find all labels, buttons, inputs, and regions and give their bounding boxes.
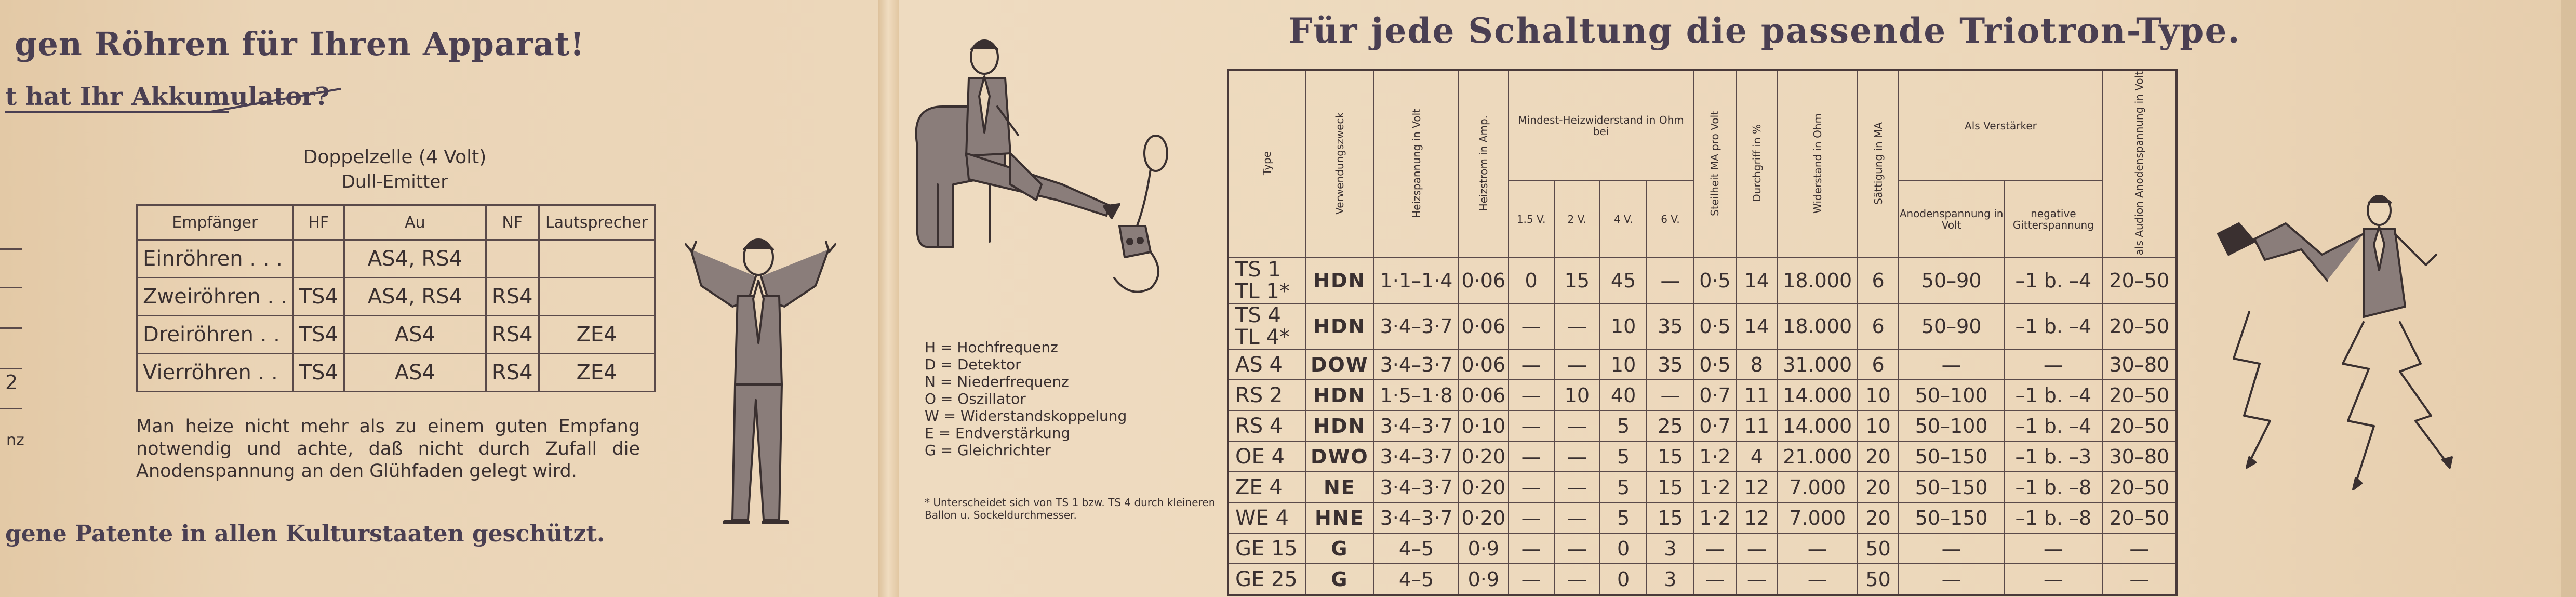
- type-cell: TS 4 TL 4*: [1228, 303, 1305, 349]
- saturation-cell: 20: [1858, 472, 1899, 502]
- col-header-saturation: Sättigung in MA: [1858, 70, 1899, 258]
- audion-cell: 20–50: [2103, 303, 2177, 349]
- anode-voltage-cell: —: [1899, 349, 2004, 380]
- saturation-cell: 50: [1858, 533, 1899, 564]
- anode-voltage-cell: 50–90: [1899, 258, 2004, 303]
- res-6v-cell: 35: [1647, 349, 1693, 380]
- res-4v-cell: 5: [1600, 472, 1647, 502]
- col-header-6v: 6 V.: [1647, 181, 1693, 258]
- anode-voltage-cell: —: [1899, 533, 2004, 564]
- grid-voltage-cell: –1 b. –8: [2004, 502, 2103, 533]
- slope-cell: 0·5: [1694, 349, 1737, 380]
- res-1-5v-cell: —: [1509, 349, 1554, 380]
- res-2v-cell: —: [1554, 564, 1600, 595]
- page-fold: [878, 0, 899, 597]
- table-row: [1228, 258, 2177, 303]
- slope-cell: 0·7: [1694, 410, 1737, 441]
- col-header-heating-current: Heizstrom in Amp.: [1459, 70, 1508, 258]
- table-header-row: [1228, 70, 2177, 181]
- heating-warning: Man heize nicht mehr als zu einem guten Empfang notwendig und achte, daß nicht durch Zufall die Anodenspannung an den Glühfaden gelegt wird.: [136, 416, 640, 482]
- edge-digit: 2: [5, 371, 18, 394]
- audion-cell: 20–50: [2103, 380, 2177, 410]
- hf-cell: TS4: [293, 278, 344, 316]
- res-6v-cell: 15: [1647, 502, 1693, 533]
- edge-table-line: [0, 368, 22, 369]
- nf-cell: [486, 240, 539, 278]
- legend-item: G = Gleichrichter: [925, 442, 1051, 459]
- col-header-receiver: Empfänger: [137, 205, 293, 240]
- heating-current-cell: 0·9: [1459, 564, 1508, 595]
- saturation-cell: 6: [1858, 349, 1899, 380]
- table-row: [1228, 410, 2177, 441]
- res-2v-cell: 10: [1554, 380, 1600, 410]
- receiver-table: [136, 204, 656, 392]
- grid-voltage-cell: –1 b. –3: [2004, 441, 2103, 472]
- tube-type-subtitle: Dull-Emitter: [341, 171, 448, 192]
- resistance-cell: —: [1778, 564, 1858, 595]
- au-cell: AS4: [344, 354, 486, 392]
- res-2v-cell: —: [1554, 533, 1600, 564]
- use-cell: G: [1305, 533, 1374, 564]
- resistance-cell: 14.000: [1778, 380, 1858, 410]
- receiver-name: Dreiröhren . .: [137, 316, 293, 354]
- edge-table-line: [0, 287, 22, 288]
- res-4v-cell: 40: [1600, 380, 1647, 410]
- use-cell: HDN: [1305, 380, 1374, 410]
- table-row: [137, 354, 655, 392]
- heating-voltage-cell: 1·5–1·8: [1374, 380, 1459, 410]
- res-6v-cell: 3: [1647, 533, 1693, 564]
- res-6v-cell: 35: [1647, 303, 1693, 349]
- heating-voltage-cell: 3·4–3·7: [1374, 349, 1459, 380]
- heating-current-cell: 0·10: [1459, 410, 1508, 441]
- legend-item: D = Detektor: [925, 356, 1021, 373]
- table-row: [1228, 533, 2177, 564]
- use-cell: DWO: [1305, 441, 1374, 472]
- type-cell: RS 4: [1228, 410, 1305, 441]
- grid-voltage-cell: —: [2004, 533, 2103, 564]
- penetration-cell: 12: [1736, 502, 1777, 533]
- nf-cell: RS4: [486, 354, 539, 392]
- tube-type-title: Doppelzelle (4 Volt): [303, 147, 487, 168]
- col-header-grid-voltage: negative Gitterspannung: [2004, 181, 2103, 258]
- left-heading: gen Röhren für Ihren Apparat!: [15, 25, 585, 63]
- heating-current-cell: 0·06: [1459, 380, 1508, 410]
- penetration-cell: —: [1736, 533, 1777, 564]
- speaker-cell: [539, 240, 655, 278]
- saturation-cell: 20: [1858, 502, 1899, 533]
- col-header-au: Au: [344, 205, 486, 240]
- col-header-slope: Steilheit MA pro Volt: [1694, 70, 1737, 258]
- edge-table-line: [0, 327, 22, 329]
- resistance-cell: 21.000: [1778, 441, 1858, 472]
- saturation-cell: 20: [1858, 441, 1899, 472]
- col-header-hf: HF: [293, 205, 344, 240]
- heating-voltage-cell: 3·4–3·7: [1374, 441, 1459, 472]
- table-row: [137, 316, 655, 354]
- grid-voltage-cell: –1 b. –4: [2004, 410, 2103, 441]
- table-row: [137, 240, 655, 278]
- res-2v-cell: —: [1554, 441, 1600, 472]
- receiver-name: Vierröhren . .: [137, 354, 293, 392]
- heating-current-cell: 0·20: [1459, 472, 1508, 502]
- heating-voltage-cell: 3·4–3·7: [1374, 410, 1459, 441]
- anode-voltage-cell: 50–100: [1899, 410, 2004, 441]
- au-cell: AS4, RS4: [344, 278, 486, 316]
- abbreviation-legend: [925, 339, 1127, 459]
- col-header-nf: NF: [486, 205, 539, 240]
- anode-voltage-cell: 50–150: [1899, 472, 2004, 502]
- grid-voltage-cell: –1 b. –4: [2004, 380, 2103, 410]
- edge-text: nz: [6, 431, 24, 449]
- audion-cell: 20–50: [2103, 410, 2177, 441]
- table-row: [1228, 349, 2177, 380]
- anode-voltage-cell: 50–150: [1899, 502, 2004, 533]
- heating-voltage-cell: 4–5: [1374, 564, 1459, 595]
- res-1-5v-cell: —: [1509, 410, 1554, 441]
- resistance-cell: 14.000: [1778, 410, 1858, 441]
- res-4v-cell: 10: [1600, 303, 1647, 349]
- patent-notice: gene Patente in allen Kulturstaaten geschützt.: [5, 521, 605, 547]
- grid-voltage-cell: –1 b. –4: [2004, 303, 2103, 349]
- hf-cell: TS4: [293, 316, 344, 354]
- resistance-cell: 18.000: [1778, 258, 1858, 303]
- res-4v-cell: 10: [1600, 349, 1647, 380]
- slope-cell: 0·5: [1694, 258, 1737, 303]
- heating-current-cell: 0·06: [1459, 258, 1508, 303]
- res-2v-cell: —: [1554, 502, 1600, 533]
- res-4v-cell: 5: [1600, 410, 1647, 441]
- res-4v-cell: 45: [1600, 258, 1647, 303]
- type-cell: ZE 4: [1228, 472, 1305, 502]
- saturation-cell: 6: [1858, 303, 1899, 349]
- res-2v-cell: —: [1554, 303, 1600, 349]
- res-6v-cell: —: [1647, 258, 1693, 303]
- slope-cell: 1·2: [1694, 441, 1737, 472]
- res-1-5v-cell: —: [1509, 472, 1554, 502]
- legend-item: E = Endverstärkung: [925, 424, 1071, 442]
- slope-cell: 1·2: [1694, 472, 1737, 502]
- table-row: [1228, 303, 2177, 349]
- res-6v-cell: 15: [1647, 441, 1693, 472]
- type-cell: RS 2: [1228, 380, 1305, 410]
- heating-voltage-cell: 3·4–3·7: [1374, 303, 1459, 349]
- res-1-5v-cell: —: [1509, 533, 1554, 564]
- res-4v-cell: 5: [1600, 502, 1647, 533]
- penetration-cell: —: [1736, 564, 1777, 595]
- audion-cell: 30–80: [2103, 441, 2177, 472]
- anode-voltage-cell: 50–90: [1899, 303, 2004, 349]
- hf-cell: [293, 240, 344, 278]
- res-2v-cell: 15: [1554, 258, 1600, 303]
- res-1-5v-cell: —: [1509, 441, 1554, 472]
- col-header-1-5v: 1.5 V.: [1509, 181, 1554, 258]
- type-cell: TS 1 TL 1*: [1228, 258, 1305, 303]
- table-row: [1228, 564, 2177, 595]
- type-cell: WE 4: [1228, 502, 1305, 533]
- use-cell: HDN: [1305, 410, 1374, 441]
- resistance-cell: 31.000: [1778, 349, 1858, 380]
- heating-voltage-cell: 1·1–1·4: [1374, 258, 1459, 303]
- type-cell: GE 15: [1228, 533, 1305, 564]
- res-4v-cell: 0: [1600, 564, 1647, 595]
- use-cell: G: [1305, 564, 1374, 595]
- use-cell: HDN: [1305, 258, 1374, 303]
- col-header-2v: 2 V.: [1554, 181, 1600, 258]
- slope-cell: —: [1694, 533, 1737, 564]
- subheading-underline: [5, 111, 229, 113]
- grid-voltage-cell: —: [2004, 349, 2103, 380]
- lightning-man-icon: [2208, 192, 2499, 494]
- slope-cell: 0·5: [1694, 303, 1737, 349]
- slope-cell: 0·7: [1694, 380, 1737, 410]
- triotron-table: [1227, 69, 2178, 596]
- resistance-cell: 18.000: [1778, 303, 1858, 349]
- type-cell: AS 4: [1228, 349, 1305, 380]
- heating-voltage-cell: 3·4–3·7: [1374, 472, 1459, 502]
- saturation-cell: 50: [1858, 564, 1899, 595]
- audion-cell: 20–50: [2103, 258, 2177, 303]
- slope-cell: 1·2: [1694, 502, 1737, 533]
- res-4v-cell: 0: [1600, 533, 1647, 564]
- res-1-5v-cell: 0: [1509, 258, 1554, 303]
- audion-cell: 20–50: [2103, 472, 2177, 502]
- res-6v-cell: 25: [1647, 410, 1693, 441]
- col-header-audion: als Audion Anodenspannung in Volt: [2103, 70, 2177, 258]
- table-header-row: [137, 205, 655, 240]
- res-1-5v-cell: —: [1509, 502, 1554, 533]
- saturation-cell: 10: [1858, 380, 1899, 410]
- man-illustration-icon: [670, 229, 847, 535]
- res-6v-cell: —: [1647, 380, 1693, 410]
- col-header-anode-voltage: Anodenspannung in Volt: [1899, 181, 2004, 258]
- type-cell: GE 25: [1228, 564, 1305, 595]
- speaker-cell: [539, 278, 655, 316]
- resistance-cell: 7.000: [1778, 472, 1858, 502]
- triotron-table-body: [1228, 258, 2177, 595]
- receiver-name: Zweiröhren . .: [137, 278, 293, 316]
- heating-current-cell: 0·06: [1459, 303, 1508, 349]
- legend-item: N = Niederfrequenz: [925, 373, 1069, 390]
- penetration-cell: 4: [1736, 441, 1777, 472]
- res-1-5v-cell: —: [1509, 380, 1554, 410]
- audion-cell: 20–50: [2103, 502, 2177, 533]
- anode-voltage-cell: —: [1899, 564, 2004, 595]
- grid-voltage-cell: –1 b. –8: [2004, 472, 2103, 502]
- audion-cell: —: [2103, 533, 2177, 564]
- au-cell: AS4, RS4: [344, 240, 486, 278]
- edge-table-line: [0, 248, 22, 250]
- table-row: [137, 278, 655, 316]
- anode-voltage-cell: 50–150: [1899, 441, 2004, 472]
- col-header-type: Type: [1228, 70, 1305, 258]
- heating-current-cell: 0·20: [1459, 441, 1508, 472]
- hf-cell: TS4: [293, 354, 344, 392]
- footnote: * Unterscheidet sich von TS 1 bzw. TS 4 durch kleineren Ballon u. Sockeldurchmesser.: [925, 496, 1216, 521]
- au-cell: AS4: [344, 316, 486, 354]
- res-6v-cell: 15: [1647, 472, 1693, 502]
- col-header-amplifier-group: Als Verstärker: [1899, 70, 2102, 181]
- saturation-cell: 10: [1858, 410, 1899, 441]
- type-cell: OE 4: [1228, 441, 1305, 472]
- left-subheading: t hat Ihr Akkumulator?: [5, 82, 330, 111]
- grid-voltage-cell: —: [2004, 564, 2103, 595]
- anode-voltage-cell: 50–100: [1899, 380, 2004, 410]
- table-row: [1228, 472, 2177, 502]
- res-6v-cell: 3: [1647, 564, 1693, 595]
- penetration-cell: 14: [1736, 303, 1777, 349]
- col-header-4v: 4 V.: [1600, 181, 1647, 258]
- right-page-edge: [2561, 0, 2576, 597]
- saturation-cell: 6: [1858, 258, 1899, 303]
- audion-cell: —: [2103, 564, 2177, 595]
- table-row: [1228, 380, 2177, 410]
- speaker-cell: ZE4: [539, 354, 655, 392]
- col-header-penetration: Durchgriff in %: [1736, 70, 1777, 258]
- res-1-5v-cell: —: [1509, 303, 1554, 349]
- penetration-cell: 8: [1736, 349, 1777, 380]
- table-row: [1228, 441, 2177, 472]
- res-2v-cell: —: [1554, 410, 1600, 441]
- resistance-cell: 7.000: [1778, 502, 1858, 533]
- col-header-resistance: Widerstand in Ohm: [1778, 70, 1858, 258]
- heating-voltage-cell: 3·4–3·7: [1374, 502, 1459, 533]
- penetration-cell: 11: [1736, 380, 1777, 410]
- penetration-cell: 12: [1736, 472, 1777, 502]
- heating-voltage-cell: 4–5: [1374, 533, 1459, 564]
- use-cell: HDN: [1305, 303, 1374, 349]
- receiver-name: Einröhren . . .: [137, 240, 293, 278]
- penetration-cell: 14: [1736, 258, 1777, 303]
- res-2v-cell: —: [1554, 349, 1600, 380]
- edge-table-line: [0, 408, 22, 409]
- nf-cell: RS4: [486, 316, 539, 354]
- legend-item: O = Oszillator: [925, 390, 1026, 407]
- audion-cell: 30–80: [2103, 349, 2177, 380]
- right-heading: Für jede Schaltung die passende Triotron-Type.: [1288, 10, 2241, 51]
- col-header-heating-voltage: Heizspannung in Volt: [1374, 70, 1459, 258]
- heating-current-cell: 0·20: [1459, 502, 1508, 533]
- use-cell: HNE: [1305, 502, 1374, 533]
- col-header-use: Verwendungszweck: [1305, 70, 1374, 258]
- col-header-speaker: Lautsprecher: [539, 205, 655, 240]
- nf-cell: RS4: [486, 278, 539, 316]
- table-row: [1228, 502, 2177, 533]
- heating-current-cell: 0·06: [1459, 349, 1508, 380]
- penetration-cell: 11: [1736, 410, 1777, 441]
- legend-item: H = Hochfrequenz: [925, 339, 1058, 356]
- use-cell: DOW: [1305, 349, 1374, 380]
- slope-cell: —: [1694, 564, 1737, 595]
- use-cell: NE: [1305, 472, 1374, 502]
- res-2v-cell: —: [1554, 472, 1600, 502]
- armchair-listener-icon: [906, 29, 1182, 304]
- legend-item: W = Widerstandskoppelung: [925, 407, 1127, 424]
- grid-voltage-cell: –1 b. –4: [2004, 258, 2103, 303]
- resistance-cell: —: [1778, 533, 1858, 564]
- speaker-cell: ZE4: [539, 316, 655, 354]
- res-4v-cell: 5: [1600, 441, 1647, 472]
- col-header-resistance-group: Mindest-Heizwiderstand in Ohm bei: [1509, 70, 1694, 181]
- heating-current-cell: 0·9: [1459, 533, 1508, 564]
- res-1-5v-cell: —: [1509, 564, 1554, 595]
